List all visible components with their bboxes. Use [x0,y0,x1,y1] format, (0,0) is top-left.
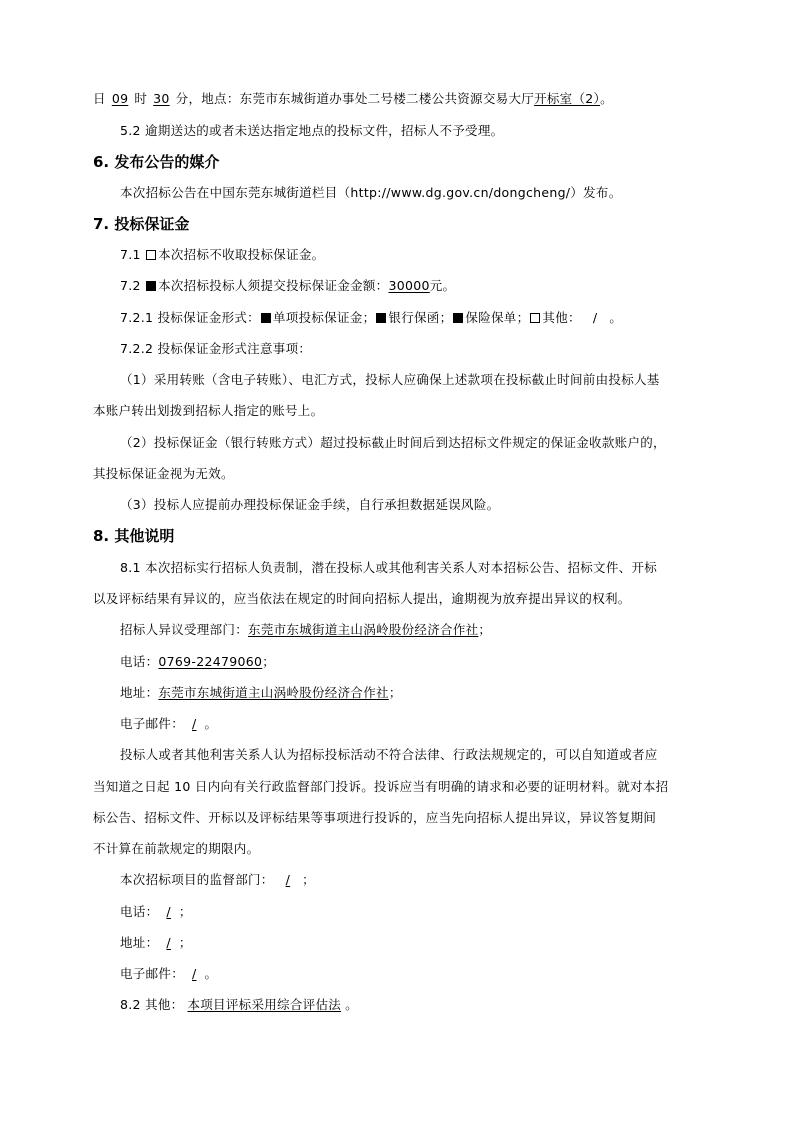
text: 日 [93,91,106,106]
text: 分，地点：东莞市东城街道办事处二号楼二楼公共资源交易大厅 [175,91,535,106]
checkbox-unchecked-icon [530,313,540,323]
text: ； [178,904,192,919]
text: 元。 [429,278,456,293]
text: 其他： [542,310,581,325]
note-2-line-1: （2）投标保证金（银行转账方式）超过投标截止时间后到达招标文件规定的保证金收款账户的， [120,435,666,450]
clause-7-2-1 [120,310,622,326]
objection-dept-line [120,622,491,638]
checkbox-checked-icon [376,313,386,323]
note-2-line-2: 其投标保证金视为无效。 [93,466,234,481]
supervision-email-line [120,966,217,982]
evaluation-method-value: 本项目评标采用综合评估法 [187,997,342,1012]
clause-number: 7.1 [120,247,141,262]
clause-8-1-line-2: 以及评标结果有异议的，应当依法在规定的时间向招标人提出，逾期视为放弃提出异议的权利。 [93,591,631,606]
label: 本次招标项目的监督部门： [120,872,274,887]
note-1-line-1: （1）采用转账（含电子转账）、电汇方式，投标人应确保上述款项在投标截止时间前由投标人基 [120,372,660,387]
objection-dept-value: 东莞市东城街道主山涡岭股份经济合作社 [248,622,479,637]
text: 时 [134,91,148,106]
section-7-heading: 7. 投标保证金 [93,215,190,233]
text: 。 [204,716,218,731]
checkbox-checked-icon [453,313,463,323]
complaint-line-3: 标公告、招标文件、开标以及评标结果等事项进行投诉的，应当先向招标人提出异议，异议答复期间 [93,810,657,825]
clause-5-2: 5.2 逾期送达的或者未送达指定地点的投标文件，招标人不予受理。 [120,123,504,138]
deposit-amount: 30000 [388,278,430,293]
supervision-phone-value: / [166,904,171,919]
label: 地址： [120,935,159,950]
text: ； [262,654,276,669]
note-3: （3）投标人应提前办理投标保证金手续，自行承担数据延误风险。 [120,497,500,512]
text: 银行保函； [388,310,453,325]
clause-8-2 [120,997,358,1013]
checkbox-unchecked-icon [146,250,156,260]
objection-address-line [120,685,402,701]
label: 电子邮件： [120,716,185,731]
checkbox-checked-icon [261,313,271,323]
label: 电子邮件： [120,966,185,981]
clause-6-body: 本次招标公告在中国东莞东城街道栏目（http://www.dg.gov.cn/dongcheng/）发布。 [120,185,622,200]
clause-7-2-2: 7.2.2 投标保证金形式注意事项： [120,341,312,356]
objection-phone-line [120,654,275,670]
label: 招标人异议受理部门： [120,622,249,637]
text: 。 [600,91,613,106]
complaint-line-1: 投标人或者其他利害关系人认为招标投标活动不符合法律、行政法规规定的，可以自知道或者应 [120,747,658,762]
objection-email-line [120,716,217,732]
supervision-dept-value: / [285,872,291,887]
objection-email-value: / [192,716,197,731]
clause-number: 7.2 [120,278,141,293]
bid-opening-time-line [93,91,613,107]
hour-value: 09 [111,91,129,106]
text: 。 [609,310,623,325]
text: 。 [204,966,218,981]
text: ； [478,622,492,637]
text: 本次招标不收取投标保证金。 [158,247,325,262]
checkbox-checked-icon [146,281,156,291]
text: ； [178,935,192,950]
objection-address-value: 东莞市东城街道主山涡岭股份经济合作社 [158,685,389,700]
text: ； [388,685,402,700]
clause-7-1 [120,247,324,263]
note-1-line-2: 本账户转出划拨到招标人指定的账号上。 [93,403,324,418]
minute-value: 30 [153,91,170,106]
other-value: / [592,310,598,325]
label: 8.2 其他： [120,997,184,1012]
text: 保险保单； [465,310,530,325]
supervision-address-value: / [166,935,171,950]
text: 单项投标保证金； [272,310,376,325]
supervision-address-line [120,935,192,951]
clause-8-1-line-1: 8.1 本次招标实行招标人负责制，潜在投标人或其他利害关系人对本招标公告、招标文件、开标 [120,560,658,575]
supervision-phone-line [120,904,192,920]
text: 7.2.1 投标保证金形式： [120,310,260,325]
label: 电话： [120,654,159,669]
text: 。 [345,997,358,1012]
supervision-dept-line [120,872,315,888]
clause-7-2 [120,278,455,294]
complaint-line-2: 当知道之日起 10 日内向有关行政监督部门投诉。投诉应当有明确的请求和必要的证明材料。就对本招 [93,779,669,794]
text: ； [302,872,315,887]
section-8-heading: 8. 其他说明 [93,527,175,545]
label: 地址： [120,685,159,700]
objection-phone-value: 0769-22479060 [158,654,263,669]
supervision-email-value: / [192,966,197,981]
text: 本次招标投标人须提交投标保证金金额： [158,278,389,293]
complaint-line-4: 不计算在前款规定的期限内。 [93,841,260,856]
section-6-heading: 6. 发布公告的媒介 [93,153,220,171]
room-value: 开标室（2） [534,91,601,106]
label: 电话： [120,904,159,919]
